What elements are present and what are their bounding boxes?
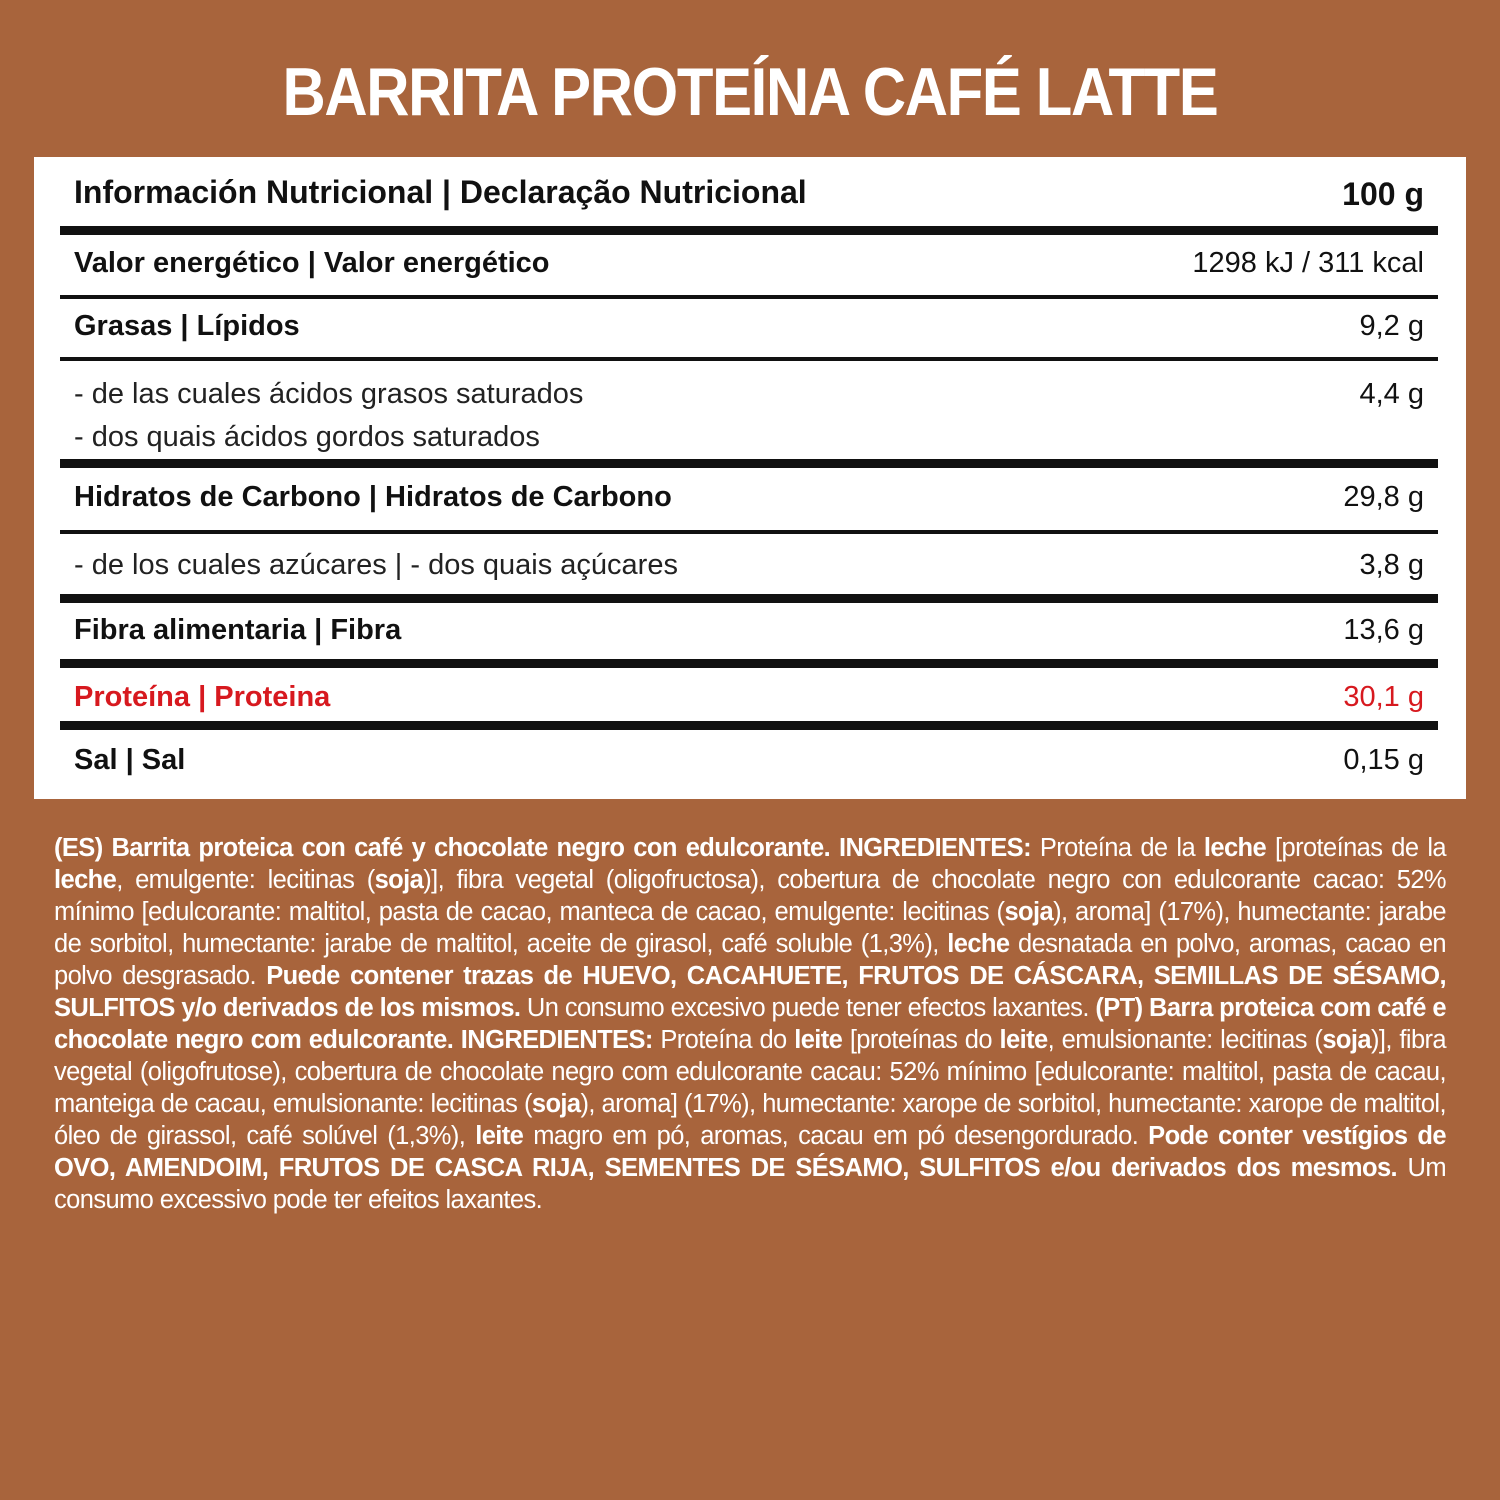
- row-fiber-label: Fibra alimentaria | Fibra: [74, 614, 402, 646]
- ingredients-bold-run: Pode conter vestígios de OVO, AMENDOIM, FRUTOS DE CASCA RIJA, SEMENTES DE SÉSAMO, SULFITOS e/ou derivados dos mesmos.: [54, 1122, 1446, 1182]
- row-sugars-value: 3,8 g: [1359, 549, 1424, 581]
- row-protein: [60, 668, 1438, 730]
- row-carbs: [60, 468, 1438, 534]
- ingredients-text: [54, 832, 1446, 1216]
- row-sugars-label: - de los cuales azúcares | - dos quais açúcares: [74, 549, 678, 581]
- ingredients-bold-run: Puede contener trazas de HUEVO, CACAHUETE, FRUTOS DE CÁSCARA, SEMILLAS DE SÉSAMO, SULFITOS y/o derivados de los mismos.: [54, 962, 1446, 1022]
- ingredients-run: , emulsionante: lecitinas (: [1047, 1026, 1323, 1054]
- ingredients-bold-run: (PT) Barra proteica com café e chocolate negro com edulcorante. INGREDIENTES:: [54, 994, 1446, 1054]
- row-protein-label: Proteína | Proteina: [74, 681, 331, 713]
- row-fat: [60, 299, 1438, 361]
- row-saturated-value: 4,4 g: [1359, 378, 1424, 410]
- ingredients-run: ), aroma] (17%), humectante: xarope de sorbitol, humectante: xarope de maltitol, óleo de girassol, café solúvel (1,3%),: [54, 1090, 1446, 1150]
- ingredients-run: )], fibra vegetal (oligofrutose), cobertura de chocolate negro com edulcorante cacau: 52% mínimo [edulcorante: maltitol, pasta de cacau, manteiga de cacau, emulsionante: lecitinas (: [54, 1026, 1447, 1118]
- row-carbs-label: Hidratos de Carbono | Hidratos de Carbono: [74, 481, 672, 513]
- ingredients-run: )], fibra vegetal (oligofructosa), cobertura de chocolate negro con edulcorante cacao: 52% mínimo [edulcorante: maltitol, pasta de cacao, manteca de cacao, emulgente: lecitinas (: [54, 866, 1446, 926]
- nutrition-table: [34, 157, 1466, 799]
- nutrition-header-label: Información Nutricional | Declaração Nutricional: [74, 174, 807, 210]
- ingredients-run: ), aroma] (17%), humectante: jarabe de sorbitol, humectante: jarabe de maltitol, aceite de girasol, café soluble (1,3%),: [54, 898, 1447, 958]
- ingredients-run: desnatada en polvo, aromas, cacao en polvo desgrasado.: [54, 930, 1447, 990]
- ingredients-bold-run: leite: [475, 1122, 524, 1150]
- ingredients-bold-run: leche: [947, 930, 1010, 958]
- ingredients-bold-run: soja: [374, 866, 424, 894]
- row-saturated-label: - de las cuales ácidos grasos saturados: [74, 378, 584, 410]
- ingredients-run: [proteínas de la: [1266, 834, 1446, 862]
- ingredients-bold-run: leite: [794, 1026, 843, 1054]
- row-energy: [60, 235, 1438, 299]
- row-energy-value: 1298 kJ / 311 kcal: [1192, 247, 1424, 279]
- ingredients-bold-run: leite: [999, 1026, 1048, 1054]
- row-fat-label: Grasas | Lípidos: [74, 310, 300, 342]
- ingredients-bold-run: leche: [54, 866, 117, 894]
- ingredients-run: [proteínas do: [842, 1026, 1000, 1054]
- row-saturated-label-pt: - dos quais ácidos gordos saturados: [74, 421, 540, 453]
- ingredients-bold-run: soja: [531, 1090, 581, 1118]
- row-salt-label: Sal | Sal: [74, 744, 186, 776]
- ingredients-run: Um consumo excessivo pode ter efeitos laxantes.: [54, 1154, 1446, 1214]
- nutrition-header-row: [60, 157, 1438, 235]
- ingredients-bold-run: soja: [1322, 1026, 1371, 1054]
- row-fiber: [60, 603, 1438, 668]
- nutrition-header-value: 100 g: [1342, 176, 1424, 212]
- ingredients-run: Un consumo excesivo puede tener efectos laxantes.: [520, 994, 1096, 1022]
- row-salt-value: 0,15 g: [1343, 744, 1424, 776]
- row-saturated: [60, 361, 1438, 468]
- ingredients-run: Proteína do: [652, 1026, 795, 1054]
- ingredients-run: , emulgente: lecitinas (: [116, 866, 375, 894]
- ingredients-bold-run: leche: [1203, 834, 1267, 862]
- row-fiber-value: 13,6 g: [1343, 614, 1424, 646]
- row-salt: [60, 730, 1438, 799]
- ingredients-bold-run: soja: [1004, 898, 1054, 926]
- row-protein-value: 30,1 g: [1343, 681, 1424, 713]
- row-energy-label: Valor energético | Valor energético: [74, 247, 550, 279]
- row-carbs-value: 29,8 g: [1343, 481, 1424, 513]
- ingredients-run: Proteína de la: [1030, 834, 1204, 862]
- row-sugars: [60, 534, 1438, 603]
- row-fat-value: 9,2 g: [1359, 310, 1424, 342]
- product-title: BARRITA PROTEÍNA CAFÉ LATTE: [282, 54, 1218, 130]
- ingredients-run: magro em pó, aromas, cacau em pó desengordurado.: [523, 1122, 1149, 1150]
- ingredients-bold-run: (ES) Barrita proteica con café y chocolate negro con edulcorante. INGREDIENTES:: [54, 834, 1031, 862]
